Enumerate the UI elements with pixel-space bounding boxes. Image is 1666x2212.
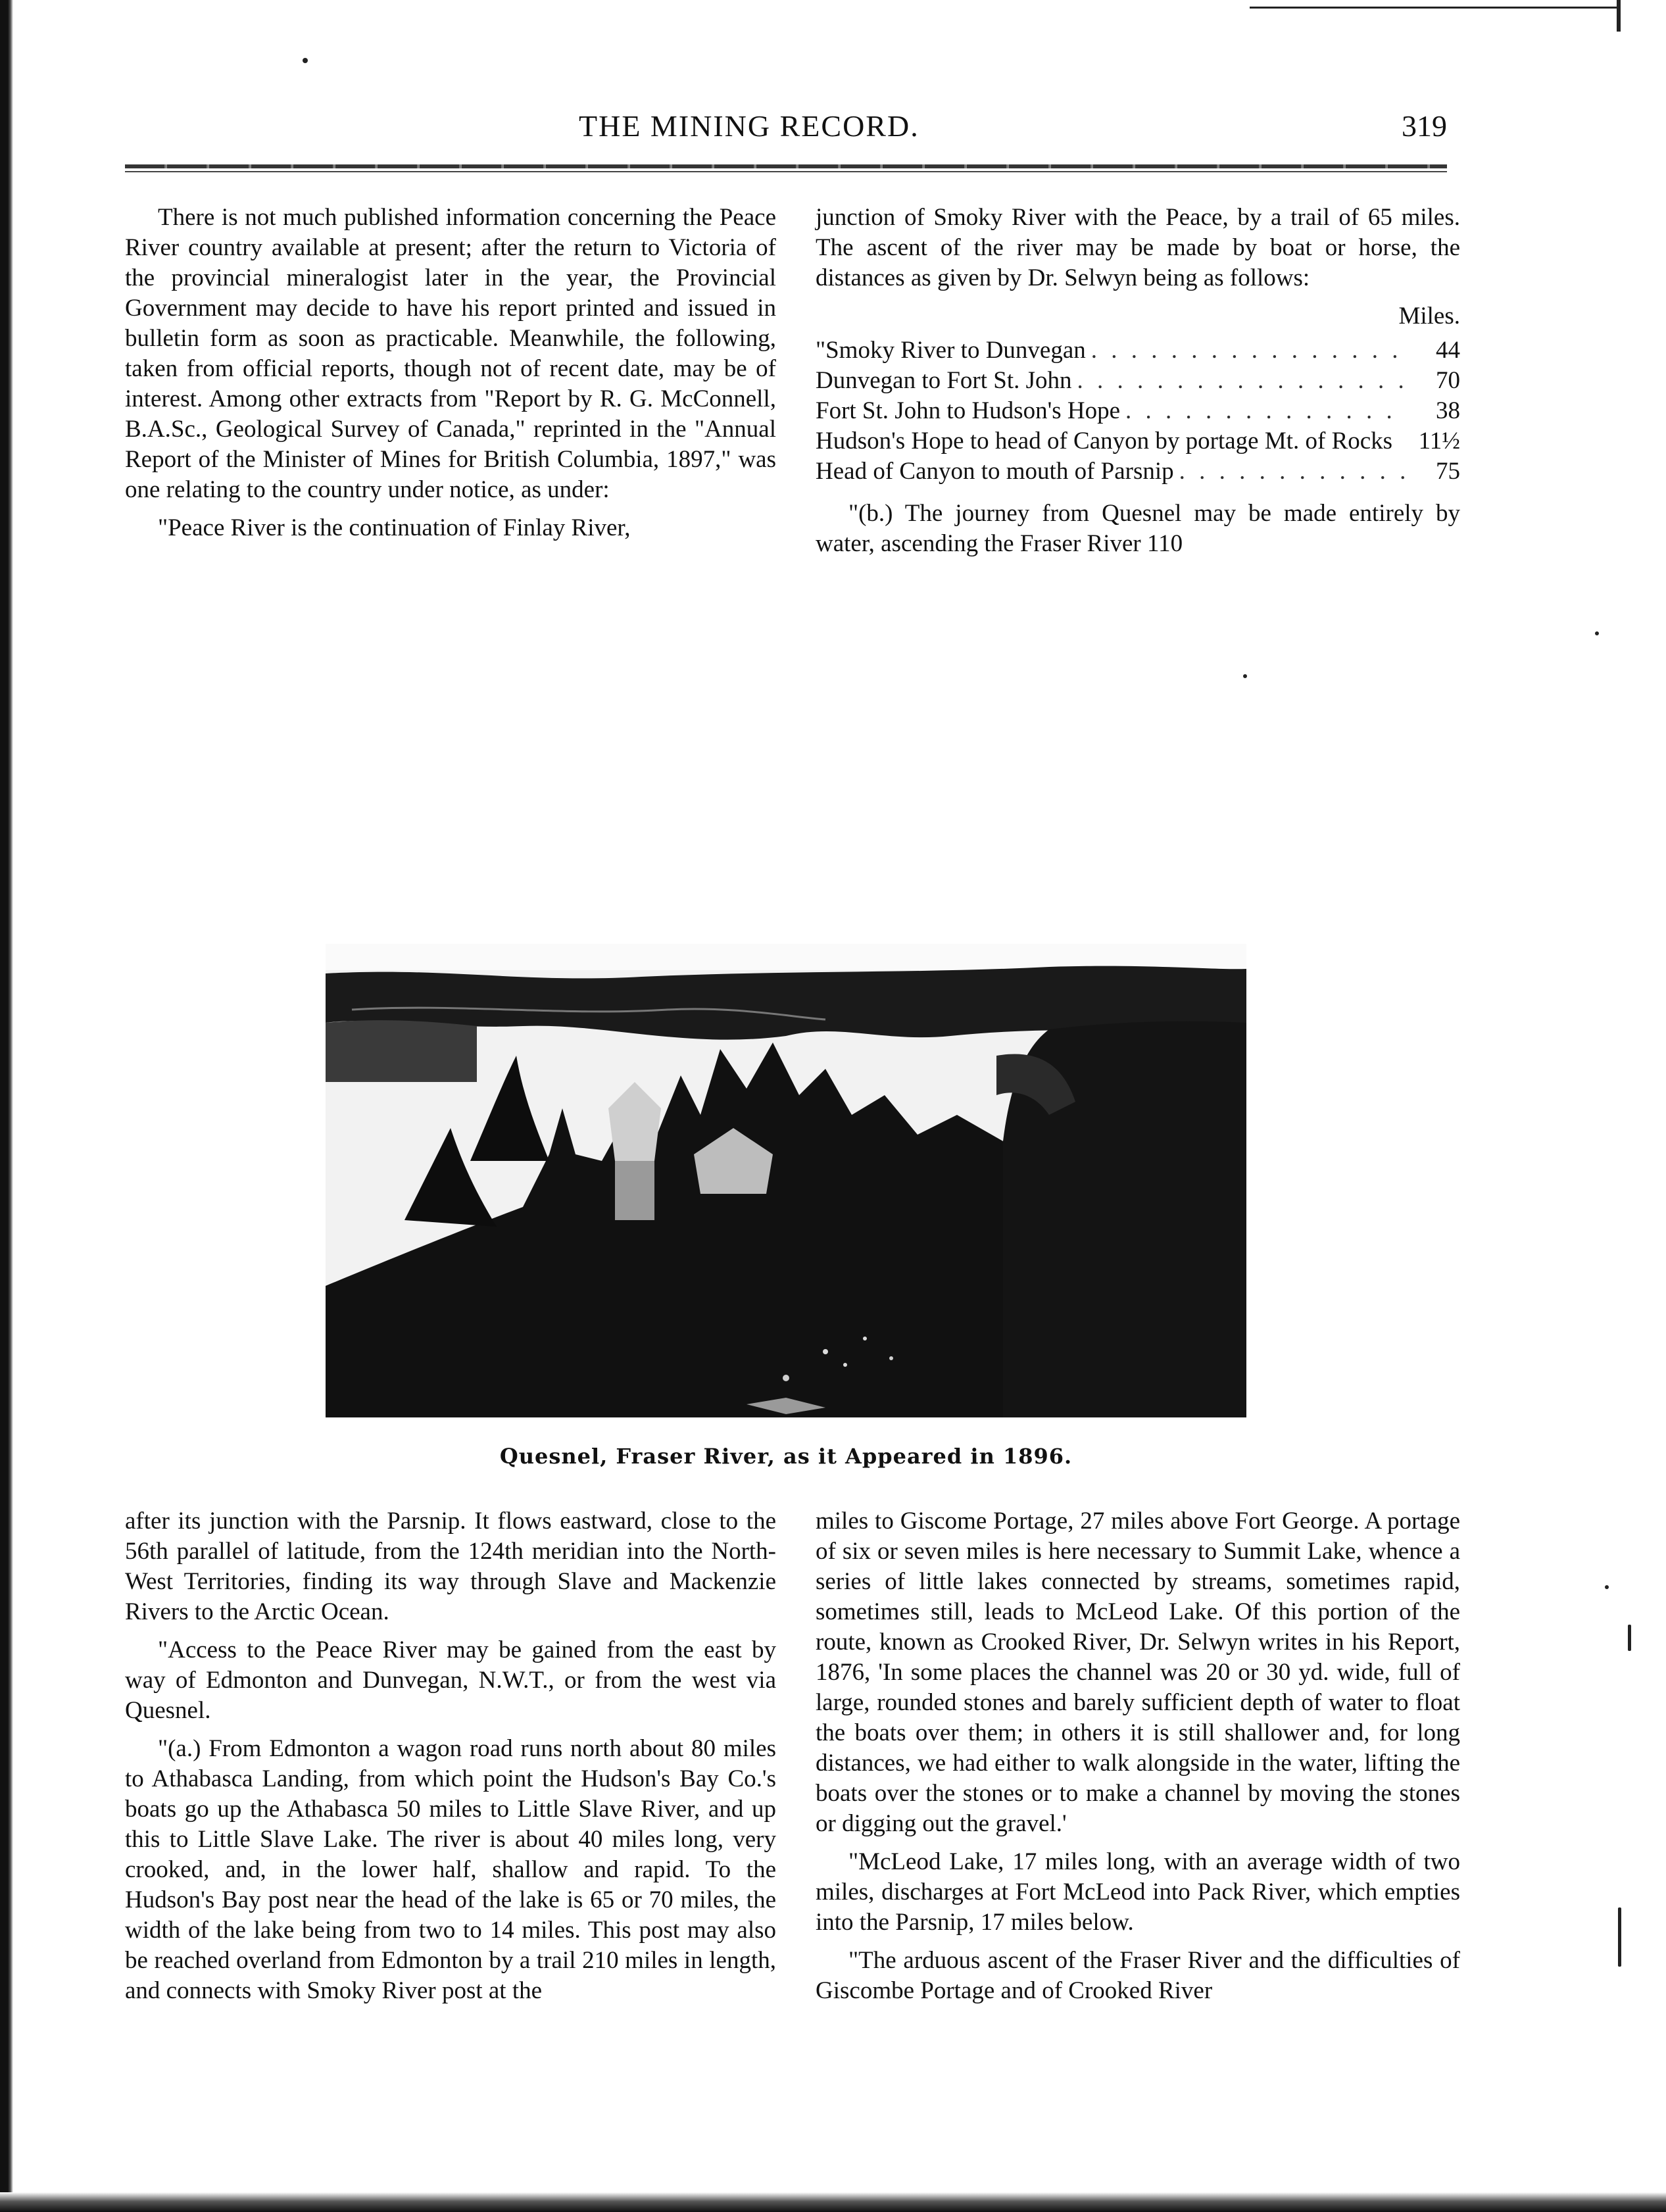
paragraph: "Access to the Peace River may be gained from the east by way of Edmonton and Dunvegan, N.W.T., or from the west via Quesnel. — [125, 1636, 776, 1724]
column-bottom-left — [125, 1506, 776, 2006]
scan-speck — [1628, 1625, 1631, 1651]
distance-miles: 75 — [1436, 458, 1460, 485]
leader-dots — [1174, 456, 1408, 487]
scan-top-rule — [1250, 7, 1618, 9]
distance-table — [816, 335, 1460, 487]
scan-corner-mark — [1617, 0, 1621, 32]
scan-speck — [1605, 1585, 1609, 1589]
distance-row — [816, 366, 1460, 396]
distance-place: Hudson's Hope to head of Canyon by portage Mt. of Rocks — [816, 428, 1393, 455]
leader-dots — [1086, 335, 1408, 366]
figure-caption: Quesnel, Fraser River, as it Appeared in 1896. — [499, 1444, 1073, 1469]
scan-edge-left — [0, 0, 13, 2212]
distance-place: Dunvegan to Fort St. John — [816, 367, 1072, 394]
distance-row — [816, 456, 1460, 487]
paragraph: junction of Smoky River with the Peace, by a trail of 65 miles. The ascent of the river may be made by boat or horse, the distances as given by Dr. Selwyn being as follows: — [816, 204, 1460, 291]
distance-row — [816, 426, 1460, 456]
scan-edge-bottom — [0, 2192, 1666, 2212]
distance-miles: 70 — [1436, 367, 1460, 394]
photograph-quesnel — [326, 944, 1246, 1417]
column-top-left — [125, 203, 776, 543]
scan-speck — [1243, 674, 1247, 678]
distance-table-header: Miles. — [1398, 303, 1460, 330]
running-title: THE MINING RECORD. — [579, 109, 919, 143]
column-bottom-right — [816, 1506, 1460, 2006]
paragraph: after its junction with the Parsnip. It flows eastward, close to the 56th parallel of latitude, from the 124th meridian into the North-West Territories, finding its way through Slave and Mackenzie Rivers to the Arctic Ocean. — [125, 1508, 776, 1625]
distance-miles: 11½ — [1418, 428, 1460, 455]
photograph-illustration — [326, 944, 1246, 1417]
page-number: 319 — [1402, 109, 1447, 143]
leader-dots — [1120, 396, 1408, 426]
header-rule-thin — [125, 171, 1447, 172]
paragraph: "McLeod Lake, 17 miles long, with an average width of two miles, discharges at Fort McLeod into Pack River, which empties into the Parsnip, 17 miles below. — [816, 1848, 1460, 1936]
distance-place: Fort St. John to Hudson's Hope — [816, 397, 1121, 424]
distance-place: "Smoky River to Dunvegan — [816, 337, 1086, 364]
header-rule — [125, 164, 1447, 168]
distance-miles: 38 — [1436, 397, 1460, 424]
paragraph: "The arduous ascent of the Fraser River and the difficulties of Giscombe Portage and of Crooked River — [816, 1947, 1460, 2004]
column-top-right — [816, 203, 1460, 559]
scan-speck — [1618, 1907, 1621, 1967]
paragraph: "Peace River is the continuation of Finlay River, — [158, 514, 631, 541]
paragraph: "(a.) From Edmonton a wagon road runs north about 80 miles to Athabasca Landing, from which point the Hudson's Bay Co.'s boats go up the Athabasca 50 miles to Little Slave River, and up this to Little Slave Lake. The river is about 40 miles long, very crooked, and, in the lower half, shallow and rapid. To the Hudson's Bay post near the head of the lake is 65 or 70 miles, the width of the lake being from two to 14 miles. This post may also be reached overland from Edmonton by a trail 210 miles in length, and connects with Smoky River post at the — [125, 1735, 776, 2004]
paragraph: "(b.) The journey from Quesnel may be made entirely by water, ascending the Fraser River 110 — [816, 500, 1460, 557]
leader-dots — [1072, 366, 1408, 396]
scan-speck — [303, 58, 308, 63]
paragraph: miles to Giscome Portage, 27 miles above Fort George. A portage of six or seven miles is here necessary to Summit Lake, whence a series of little lakes connected by streams, sometimes rapid, sometimes still, leads to McLeod Lake. Of this portion of the route, known as Crooked River, Dr. Selwyn writes in his Report, 1876, 'In some places the channel was 20 or 30 yd. wide, full of large, rounded stones and barely sufficient depth of water to float the boats over them; in others it is still shallower and, for long distances, we had either to walk alongside in the water, lifting the boats over the stones or to make a channel by moving the stones or digging out the gravel.' — [816, 1508, 1460, 1837]
paragraph: There is not much published information concerning the Peace River country available at present; after the return to Victoria of the provincial mineralogist later in the year, the Provincial Government may decide to have his report printed and issued in bulletin form as soon as practicable. Meanwhile, the following, taken from official reports, though not of recent date, may be of interest. Among other extracts from "Report by R. G. McConnell, B.A.Sc., Geological Survey of Canada," reprinted in the "Annual Report of the Minister of Mines for British Columbia, 1897," was one relating to the country under notice, as under: — [125, 204, 776, 503]
scan-speck — [1595, 631, 1599, 635]
distance-place: Head of Canyon to mouth of Parsnip — [816, 458, 1174, 485]
page-header — [125, 109, 1447, 155]
distance-miles: 44 — [1436, 337, 1460, 364]
distance-row — [816, 335, 1460, 366]
distance-row — [816, 396, 1460, 426]
